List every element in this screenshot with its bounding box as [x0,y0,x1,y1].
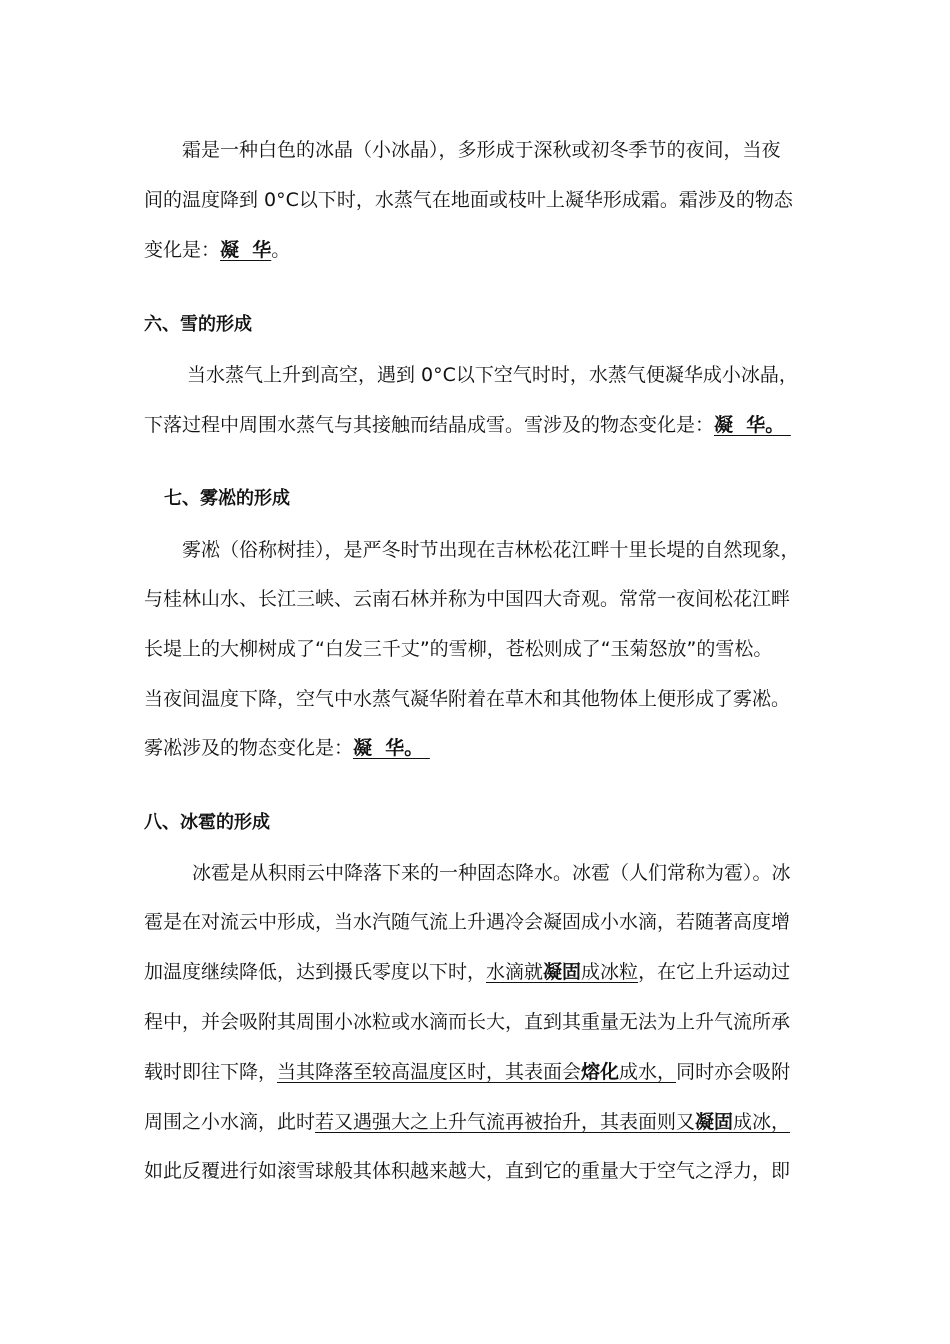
hail-text-3u2: 成冰粒 [581,961,639,983]
frost-text-1: 霜是一种白色的冰晶（小冰晶），多形成于深秋或初冬季节的夜间，当夜 [182,139,781,161]
hail-text-3a: 加温度继续降低，达到摄氏零度以下时， [144,961,487,983]
hail-line-4 [144,1010,824,1034]
frost-line-3 [144,238,824,262]
hail-text-3u1: 水滴就 [486,961,544,983]
hail-text-3b: ，在它上升运动过 [638,961,791,983]
snow-text-2: 下落过程中周围水蒸气与其接触而结晶成雪。雪涉及的物态变化是： [144,414,715,436]
hail-text-5a: 载时即往下降， [144,1061,278,1083]
hail-text-5ub: 熔化 [581,1061,620,1083]
snow-line-2 [144,413,824,437]
rime-line-3 [144,637,824,661]
hail-text-4: 程中，并会吸附其周围小冰粒或水滴而长大，直到其重量无法为上升气流所承 [144,1011,791,1033]
hail-underline-3 [486,961,638,983]
frost-end: 。 [271,239,291,261]
rime-answer: 凝 华。 [353,737,430,759]
rime-line-1 [144,538,862,562]
snow-line-1 [144,363,867,387]
hail-line-3 [144,960,824,984]
hail-line-2 [144,910,824,934]
rime-heading-text: 七、雾凇的形成 [164,488,290,509]
snow-heading [144,313,824,337]
hail-text-5b: 同时亦会吸附 [676,1061,791,1083]
snow-text-1: 当水蒸气上升到高空，遇到 0°C以下空气时时，水蒸气便凝华成小冰晶， [187,364,798,386]
rime-text-4: 当夜间温度下降，空气中水蒸气凝华附着在草木和其他物体上便形成了雾凇。 [144,688,791,710]
hail-text-6a: 周围之小水滴，此时 [144,1111,316,1133]
snow-answer: 凝 华。 [714,414,791,436]
hail-underline-5 [277,1061,676,1083]
frost-text-2: 间的温度降到 0°C以下时，水蒸气在地面或枝叶上凝华形成霜。霜涉及的物态 [144,189,793,211]
rime-text-3: 长堤上的大柳树成了“白发三千丈”的雪柳，苍松则成了“玉菊怒放”的雪松。 [144,638,773,660]
snow-heading-text: 六、雪的形成 [144,314,252,335]
hail-text-6u2: 成冰， [733,1111,791,1133]
hail-text-5u1: 当其降落至较高温度区时，其表面会 [277,1061,582,1083]
frost-answer: 凝 华 [220,239,272,261]
rime-line-5 [144,736,824,760]
frost-text-3: 变化是： [144,239,221,261]
hail-text-7: 如此反覆进行如滚雪球般其体积越来越大，直到它的重量大于空气之浮力，即 [144,1160,791,1182]
rime-line-2 [144,587,824,611]
hail-text-2: 雹是在对流云中形成，当水汽随气流上升遇冷会凝固成小水滴，若随著高度增 [144,911,791,933]
hail-heading-text: 八、冰雹的形成 [144,812,270,833]
hail-line-1 [144,861,872,885]
frost-line-1 [144,138,862,162]
hail-line-6 [144,1110,824,1134]
hail-text-6ub: 凝固 [695,1111,734,1133]
frost-line-2 [144,188,824,212]
hail-text-6u1: 若又遇强大之上升气流再被抬升，其表面则又 [315,1111,696,1133]
hail-text-1: 冰雹是从积雨云中降落下来的一种固态降水。冰雹（人们常称为雹）。冰 [192,862,791,884]
rime-text-5: 雾凇涉及的物态变化是： [144,737,354,759]
rime-heading [144,487,844,511]
hail-text-3ub: 凝固 [543,961,582,983]
rime-text-2: 与桂林山水、长江三峡、云南石林并称为中国四大奇观。常常一夜间松花江畔 [144,588,791,610]
hail-heading [144,811,824,835]
rime-line-4 [144,687,824,711]
hail-line-5 [144,1060,824,1084]
rime-text-1: 雾凇（俗称树挂），是严冬时节出现在吉林松花江畔十里长堤的自然现象， [182,539,800,561]
hail-text-5u2: 成水， [619,1061,677,1083]
hail-line-7 [144,1159,824,1183]
hail-underline-6 [315,1111,790,1133]
